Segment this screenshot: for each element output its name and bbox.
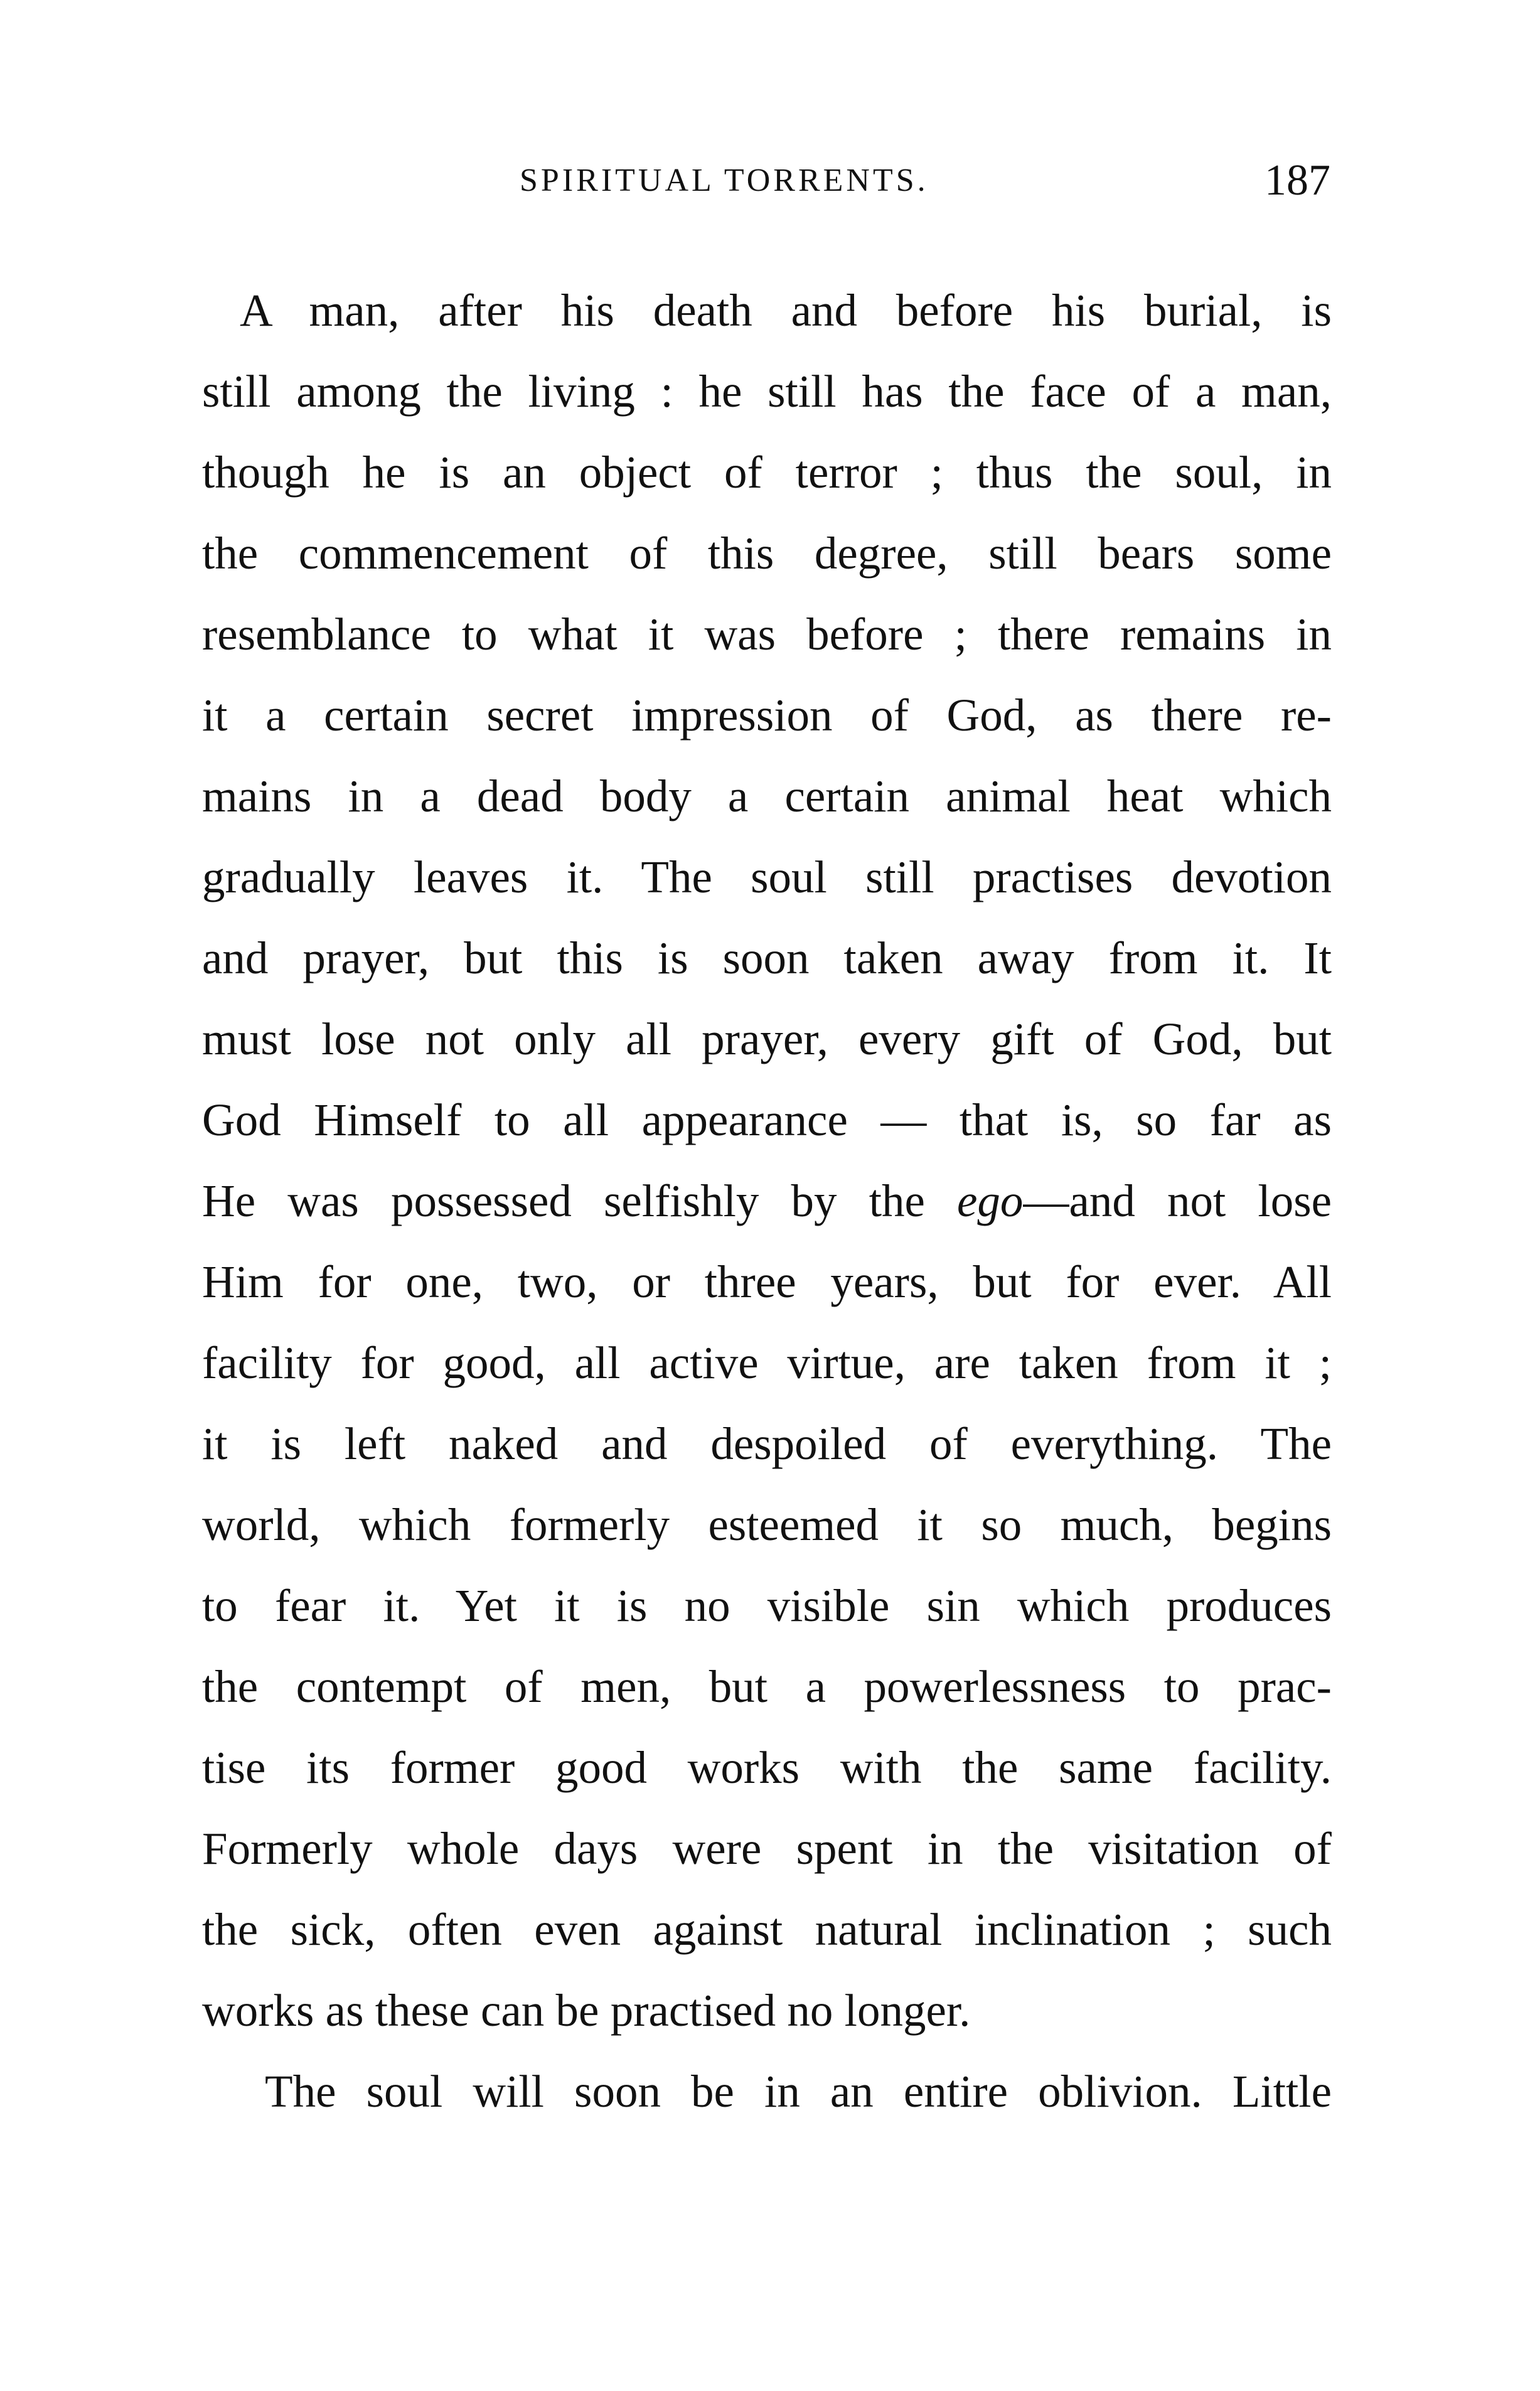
text-line: resemblance to what it was before ; there remains in: [202, 609, 1332, 660]
text-line: tise its former good works with the same facility.: [202, 1742, 1332, 1793]
text-line: and prayer, but this is soon taken away from it. It: [202, 933, 1332, 983]
text-line: God Himself to all appearance — that is, so far as: [202, 1094, 1332, 1145]
text-line: Formerly whole days were spent in the visitation of: [202, 1823, 1332, 1874]
text-line: facility for good, all active virtue, are taken from it ;: [202, 1337, 1332, 1388]
text-line: to fear it. Yet it is no visible sin which produces: [202, 1580, 1332, 1631]
text-segment: He was possessed selfishly by the: [202, 1175, 958, 1226]
body-text: [202, 270, 1332, 2132]
text-line: though he is an object of terror ; thus the soul, in: [202, 447, 1332, 498]
text-line: gradually leaves it. The soul still practises devotion: [202, 852, 1332, 902]
text-line: mains in a dead body a certain animal heat which: [202, 771, 1332, 821]
text-line: works as these can be practised no longer.: [202, 1985, 971, 2036]
running-title: SPIRITUAL TORRENTS.: [520, 163, 929, 198]
paragraph-first-line: The soul will soon be in an entire oblivion. Little: [265, 2066, 1332, 2117]
text-line: it is left naked and despoiled of everything. The: [202, 1418, 1332, 1469]
page-number: 187: [1265, 156, 1330, 205]
text-line: Him for one, two, or three years, but for ever. All: [202, 1256, 1332, 1307]
text-line: still among the living : he still has the face of a man,: [202, 366, 1332, 417]
text-line: world, which formerly esteemed it so much, begins: [202, 1499, 1332, 1550]
text-line: it a certain secret impression of God, as there re-: [202, 690, 1332, 741]
text-line: A man, after his death and before his burial, is: [240, 285, 1332, 336]
text-line: the contempt of men, but a powerlessness to prac-: [202, 1661, 1332, 1712]
text-segment: —and not lose: [1023, 1175, 1332, 1226]
text-line: the commencement of this degree, still bears some: [202, 528, 1332, 579]
italic-word-ego: ego: [957, 1175, 1024, 1226]
text-line: must lose not only all prayer, every gift of God, but: [202, 1014, 1332, 1064]
running-head: [201, 156, 1330, 206]
text-line-with-italic: [202, 1160, 1332, 1241]
text-line: the sick, often even against natural inclination ; such: [202, 1904, 1332, 1955]
